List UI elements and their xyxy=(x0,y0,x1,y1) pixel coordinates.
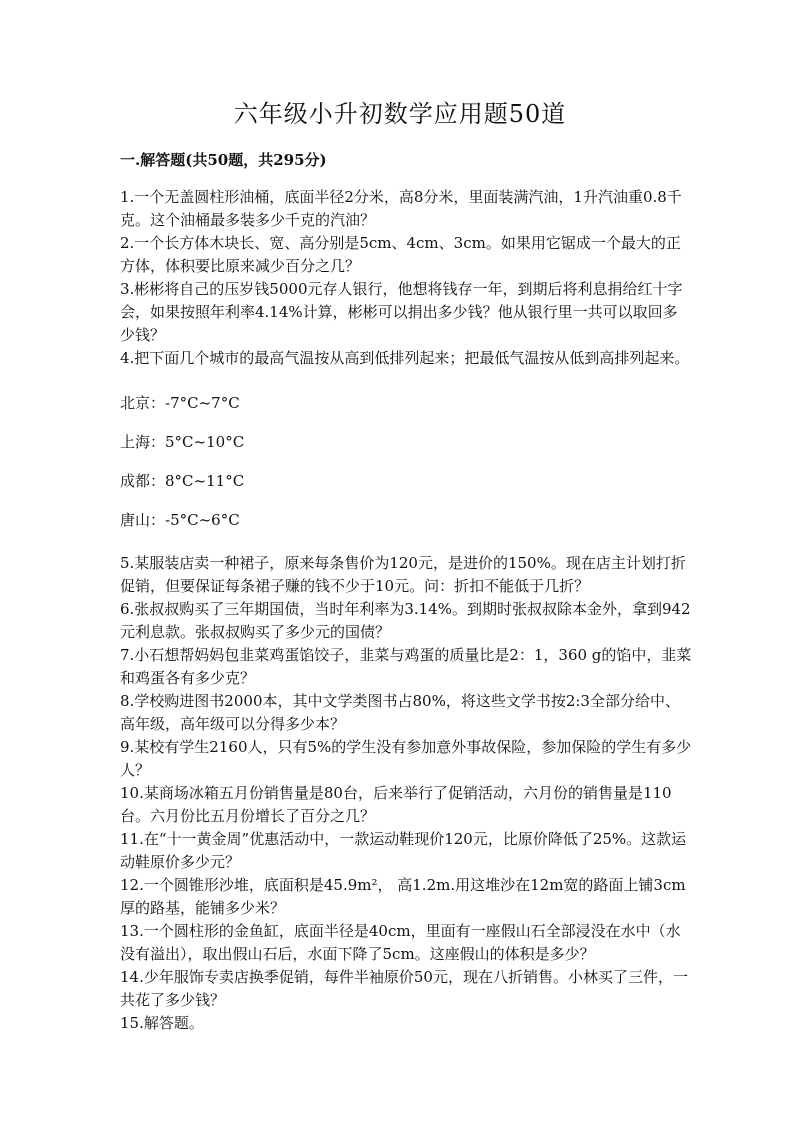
page-title: 六年级小升初数学应用题50道 xyxy=(233,100,567,128)
temperature-range: -5°C~6°C xyxy=(165,511,240,529)
temperature-range: 5°C~10°C xyxy=(165,433,245,451)
question-item: 4.把下面几个城市的最高气温按从高到低排列起来；把最低气温按从低到高排列起来。 xyxy=(120,349,690,367)
question-item: 8.学校购进图书2000本，其中文学类图书占80%，将这些文学书按2:3全部分给中、高年级，高年级可以分得多少本？ xyxy=(120,692,680,733)
question-item: 13.一个圆柱形的金鱼缸，底面半径是40cm，里面有一座假山石全部浸没在水中（水没有溢出），取出假山石后，水面下降了5cm。这座假山的体积是多少？ xyxy=(120,922,681,963)
spacer xyxy=(120,532,692,552)
question-item: 2.一个长方体木块长、宽、高分别是5cm、4cm、3cm。如果用它锯成一个最大的正方体，体积要比原来减少百分之几？ xyxy=(120,234,681,275)
question-list xyxy=(120,186,692,1035)
section-header: 一.解答题(共50题，共295分) xyxy=(120,151,327,169)
temperature-row xyxy=(120,470,692,493)
temperature-range: -7°C~7°C xyxy=(165,394,240,412)
question-item: 11.在“十一黄金周”优惠活动中，一款运动鞋现价120元，比原价降低了25%。这款运动鞋原价多少元？ xyxy=(120,830,687,871)
city-name: 北京： xyxy=(120,394,166,412)
question-item: 9.某校有学生2160人，只有5%的学生没有参加意外事故保险，参加保险的学生有多少人？ xyxy=(120,738,692,779)
question-item: 12.一个圆锥形沙堆，底面积是45.9m²， 高1.2m.用这堆沙在12m宽的路面上铺3cm厚的路基，能铺多少米？ xyxy=(120,876,686,917)
city-name: 唐山： xyxy=(120,511,166,529)
temperature-row xyxy=(120,431,692,454)
question-item: 15.解答题。 xyxy=(120,1014,204,1032)
question-item: 5.某服装店卖一种裙子，原来每条售价为120元，是进价的150%。现在店主计划打折促销，但要保证每条裙子赚的钱不少于10元。问：折扣不能低于几折？ xyxy=(120,554,686,595)
question-item: 10.某商场冰箱五月份销售量是80台，后来举行了促销活动，六月份的销售量是110台。六月份比五月份增长了百分之几？ xyxy=(120,784,672,825)
question-item: 6.张叔叔购买了三年期国债，当时年利率为3.14%。到期时张叔叔除本金外，拿到942元利息款。张叔叔购买了多少元的国债？ xyxy=(120,600,691,641)
city-name: 上海： xyxy=(120,433,166,451)
question-item: 7.小石想帮妈妈包韭菜鸡蛋馅饺子，韭菜与鸡蛋的质量比是2：1，360 g的馅中，韭菜和鸡蛋各有多少克？ xyxy=(120,646,692,687)
city-name: 成都： xyxy=(120,472,166,490)
question-item: 1.一个无盖圆柱形油桶，底面半径2分米，高8分米，里面装满汽油，1升汽油重0.8千克。这个油桶最多装多少千克的汽油？ xyxy=(120,188,682,229)
temperature-row xyxy=(120,392,692,415)
question-item: 14.少年服饰专卖店换季促销，每件半袖原价50元，现在八折销售。小林买了三件，一共花了多少钱？ xyxy=(120,968,688,1009)
temperature-range: 8°C~11°C xyxy=(165,472,245,490)
temperature-row xyxy=(120,509,692,532)
question-item: 3.彬彬将自己的压岁钱5000元存人银行，他想将钱存一年，到期后将利息捐给红十字会，如果按照年利率4.14%计算，彬彬可以捐出多少钱？他从银行里一共可以取回多少钱？ xyxy=(120,280,683,344)
